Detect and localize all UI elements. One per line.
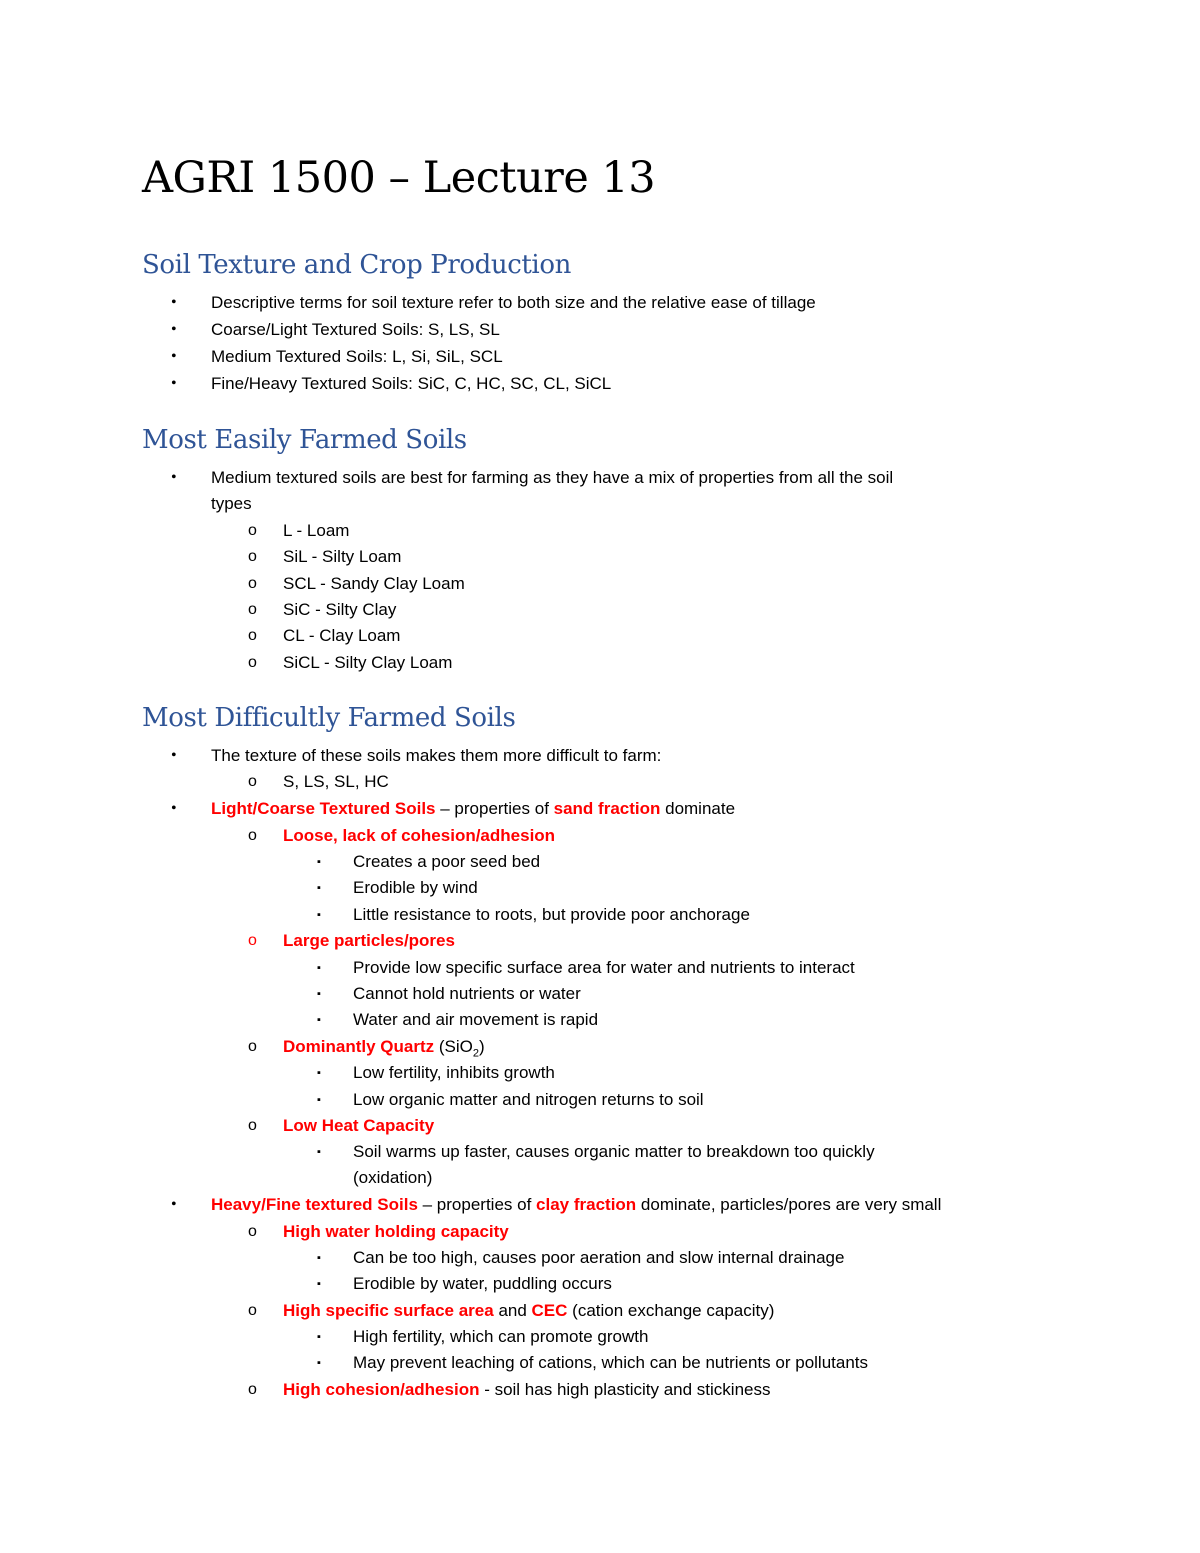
bullet-icon: • bbox=[171, 1196, 177, 1213]
list-item-text: (cation exchange capacity) bbox=[567, 1301, 775, 1320]
list-item-text: – properties of bbox=[417, 1195, 537, 1214]
sub-bullet-icon: o bbox=[248, 1223, 257, 1240]
sub-list-item-surface bbox=[283, 1298, 774, 1324]
sub-bullet-icon: o bbox=[248, 548, 257, 565]
bullet-icon: • bbox=[171, 375, 177, 392]
highlight-text: High specific surface area bbox=[283, 1301, 494, 1320]
list-item-heavy-fine bbox=[211, 1192, 941, 1218]
highlight-text: High cohesion/adhesion bbox=[283, 1380, 480, 1399]
detail-item: Little resistance to roots, but provide poor anchorage bbox=[353, 905, 750, 924]
formula-subscript: 2 bbox=[472, 1047, 479, 1060]
list-item: Coarse/Light Textured Soils: S, LS, SL bbox=[211, 320, 500, 339]
sub-bullet-icon: o bbox=[248, 1302, 257, 1319]
list-item-continuation: types bbox=[211, 494, 252, 513]
list-item: The texture of these soils makes them more difficult to farm: bbox=[211, 746, 662, 765]
bullet-icon: • bbox=[171, 469, 177, 486]
list-item: Medium Textured Soils: L, Si, SiL, SCL bbox=[211, 347, 503, 366]
sub-bullet-icon: o bbox=[248, 654, 257, 671]
sub-bullet-icon: o bbox=[248, 1117, 257, 1134]
detail-item: Can be too high, causes poor aeration and slow internal drainage bbox=[353, 1248, 845, 1267]
detail-item: Erodible by wind bbox=[353, 878, 478, 897]
sub-bullet-icon: o bbox=[248, 773, 257, 790]
sub-list-item: SiCL - Silty Clay Loam bbox=[283, 653, 453, 672]
sub-bullet-icon: o bbox=[248, 627, 257, 644]
list-item-text: - soil has high plasticity and stickiness bbox=[479, 1380, 771, 1399]
bullet-icon: • bbox=[171, 348, 177, 365]
sub-list-item: SiL - Silty Loam bbox=[283, 547, 402, 566]
bullet-icon: • bbox=[171, 747, 177, 764]
highlight-text: Heavy/Fine textured Soils bbox=[211, 1195, 418, 1214]
square-bullet-icon: ▪ bbox=[317, 1278, 321, 1290]
sub-list-item-highlight: Loose, lack of cohesion/adhesion bbox=[283, 826, 556, 845]
square-bullet-icon: ▪ bbox=[317, 1357, 321, 1369]
list-item: Fine/Heavy Textured Soils: SiC, C, HC, SC, CL, SiCL bbox=[211, 374, 612, 393]
detail-item: High fertility, which can promote growth bbox=[353, 1327, 649, 1346]
detail-item: Provide low specific surface area for water and nutrients to interact bbox=[353, 958, 855, 977]
square-bullet-icon: ▪ bbox=[317, 962, 321, 974]
detail-item: Soil warms up faster, causes organic matter to breakdown too quickly bbox=[353, 1142, 875, 1161]
list-item: Medium textured soils are best for farming as they have a mix of properties from all the soil bbox=[211, 468, 894, 487]
square-bullet-icon: ▪ bbox=[317, 882, 321, 894]
square-bullet-icon: ▪ bbox=[317, 1146, 321, 1158]
highlight-text: Dominantly Quartz bbox=[283, 1037, 435, 1056]
square-bullet-icon: ▪ bbox=[317, 988, 321, 1000]
sub-list-item: SiC - Silty Clay bbox=[283, 600, 397, 619]
sub-list-item-quartz bbox=[283, 1034, 485, 1060]
sub-bullet-icon: o bbox=[248, 1381, 257, 1398]
sub-list-item: S, LS, SL, HC bbox=[283, 772, 389, 791]
bullet-icon: • bbox=[171, 294, 177, 311]
square-bullet-icon: ▪ bbox=[317, 1014, 321, 1026]
square-bullet-icon: ▪ bbox=[317, 1331, 321, 1343]
detail-item: Cannot hold nutrients or water bbox=[353, 984, 581, 1003]
bullet-icon: • bbox=[171, 800, 177, 817]
sub-list-item-highlight: High water holding capacity bbox=[283, 1222, 509, 1241]
list-item-light-coarse bbox=[211, 796, 735, 822]
detail-item: Creates a poor seed bed bbox=[353, 852, 541, 871]
formula-text: (SiO bbox=[434, 1037, 473, 1056]
sub-bullet-icon: o bbox=[248, 827, 257, 844]
sub-bullet-icon: o bbox=[248, 932, 257, 949]
list-item-text: and bbox=[493, 1301, 532, 1320]
sub-list-item-cohesion bbox=[283, 1377, 771, 1403]
list-item-text: – properties of bbox=[435, 799, 554, 818]
sub-bullet-icon: o bbox=[248, 575, 257, 592]
detail-item: Erodible by water, puddling occurs bbox=[353, 1274, 612, 1293]
sub-list-item: SCL - Sandy Clay Loam bbox=[283, 574, 465, 593]
sub-list-item-highlight: Large particles/pores bbox=[283, 931, 455, 950]
list-item-text: dominate, particles/pores are very small bbox=[636, 1195, 942, 1214]
sub-list-item: L - Loam bbox=[283, 521, 350, 540]
sub-list-item-highlight: Low Heat Capacity bbox=[283, 1116, 435, 1135]
detail-item-continuation: (oxidation) bbox=[353, 1168, 433, 1187]
square-bullet-icon: ▪ bbox=[317, 1067, 321, 1079]
sub-bullet-icon: o bbox=[248, 601, 257, 618]
list-item-text: dominate bbox=[660, 799, 736, 818]
highlight-text: clay fraction bbox=[536, 1195, 637, 1214]
detail-item: Water and air movement is rapid bbox=[353, 1010, 599, 1029]
list-item: Descriptive terms for soil texture refer to both size and the relative ease of tillage bbox=[211, 293, 816, 312]
section-heading-easily-farmed: Most Easily Farmed Soils bbox=[142, 425, 467, 455]
detail-item: Low organic matter and nitrogen returns to soil bbox=[353, 1090, 704, 1109]
sub-bullet-icon: o bbox=[248, 1038, 257, 1055]
bullet-icon: • bbox=[171, 321, 177, 338]
sub-list-item: CL - Clay Loam bbox=[283, 626, 401, 645]
square-bullet-icon: ▪ bbox=[317, 1094, 321, 1106]
section-heading-difficultly-farmed: Most Difficultly Farmed Soils bbox=[142, 703, 516, 733]
detail-item: May prevent leaching of cations, which can be nutrients or pollutants bbox=[353, 1353, 869, 1372]
square-bullet-icon: ▪ bbox=[317, 909, 321, 921]
formula-text: ) bbox=[478, 1037, 485, 1056]
sub-bullet-icon: o bbox=[248, 522, 257, 539]
page-title: AGRI 1500 – Lecture 13 bbox=[142, 153, 656, 203]
highlight-text: CEC bbox=[531, 1301, 568, 1320]
square-bullet-icon: ▪ bbox=[317, 856, 321, 868]
highlight-text: sand fraction bbox=[553, 799, 661, 818]
highlight-text: Light/Coarse Textured Soils bbox=[211, 799, 436, 818]
square-bullet-icon: ▪ bbox=[317, 1252, 321, 1264]
detail-item: Low fertility, inhibits growth bbox=[353, 1063, 555, 1082]
section-heading-soil-texture: Soil Texture and Crop Production bbox=[142, 250, 571, 280]
